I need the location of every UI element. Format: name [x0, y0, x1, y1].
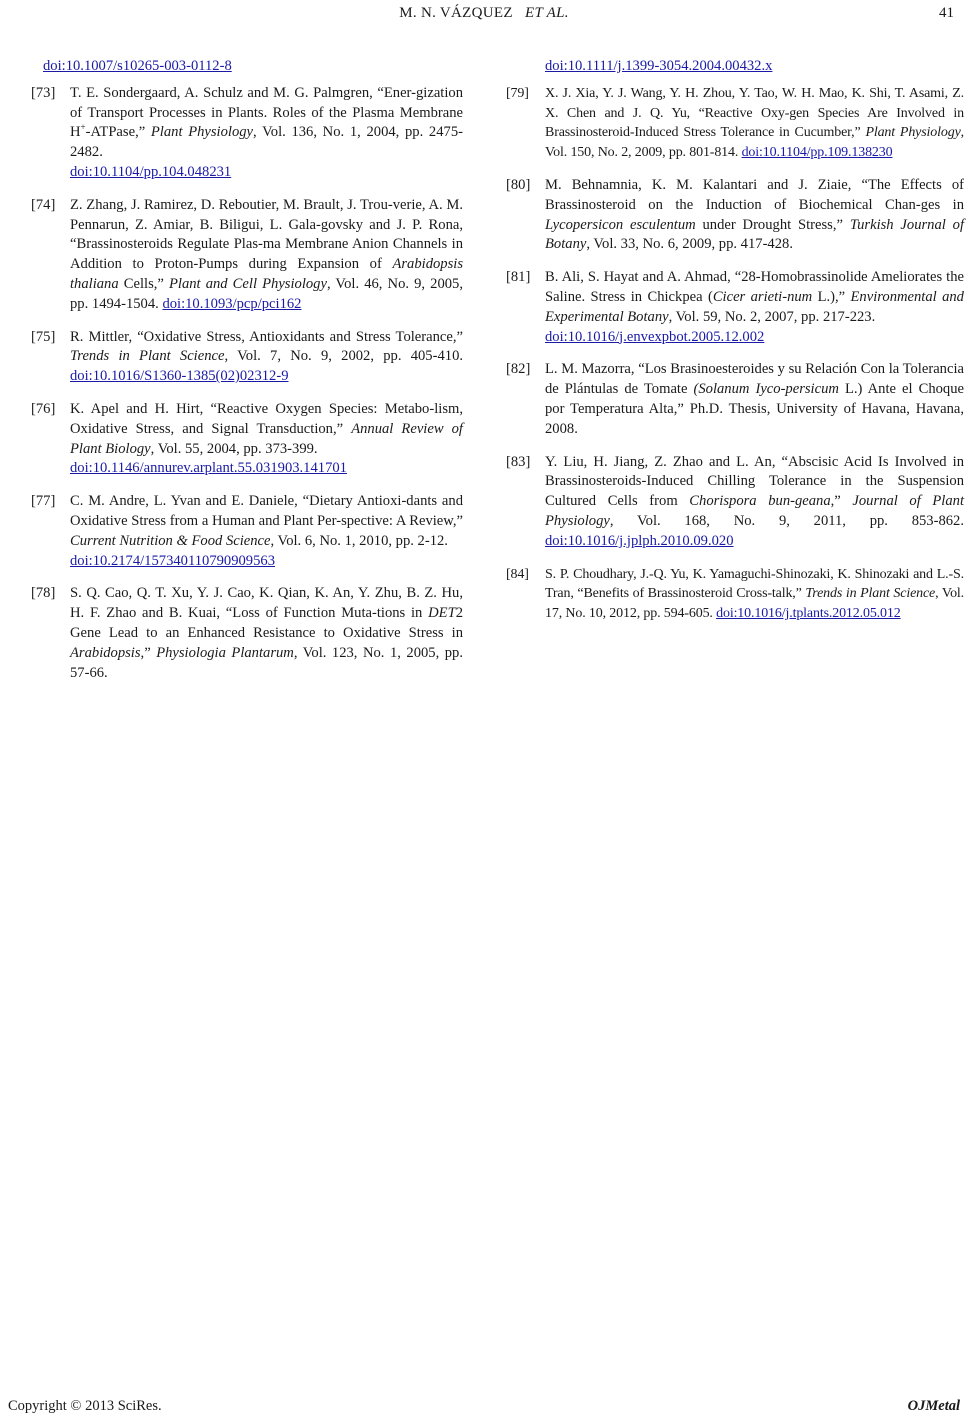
reference-number: [78] [31, 585, 56, 602]
reference-number: [84] [506, 566, 529, 582]
reference-number: [79] [506, 85, 529, 101]
reference-79: [79] X. J. Xia, Y. J. Wang, Y. H. Zhou, Y. Tao, W. H. Mao, K. Shi, T. Asami, Z. X. Chen and J. Q. Yu, “Reactive Oxy-gen Species Are Involved in Brassinosteroid-Induced Stress Tolerance in Cucumber,” Plant Physiology, Vol. 150, No. 2, 2009, pp. 801-814. doi:10.1104/pp.109.138230 [506, 85, 964, 161]
reference-number: [82] [506, 361, 531, 378]
doi-link[interactable]: doi:10.2174/157340110790909563 [70, 552, 275, 569]
reference-number: [76] [31, 400, 56, 417]
reference-80: [80] M. Behnamnia, K. M. Kalantari and J. Ziaie, “The Effects of Brassinosteroid on the Induction of Biochemical Chan-ges in Lycopersicon esculentum under Drought Stress,” Turkish Journal of Botany, Vol. 33, No. 6, 2009, pp. 417-428. [506, 176, 964, 253]
left-column [31, 57, 463, 696]
reference-number: [74] [31, 196, 56, 213]
reference-76: [76] K. Apel and H. Hirt, “Reactive Oxygen Species: Metabo-lism, Oxidative Stress, and Signal Transduction,” Annual Review of Plant Biology, Vol. 55, 2004, pp. 373-399. doi:10.1146/annurev.arplant.55.031903.141701 [31, 400, 463, 477]
running-head-et-al: ET AL. [525, 5, 569, 21]
doi-link[interactable]: doi:10.1016/j.jplph.2010.09.020 [545, 532, 734, 549]
doi-link[interactable]: doi:10.1104/pp.109.138230 [741, 145, 893, 161]
right-column [506, 57, 964, 637]
doi-link[interactable]: doi:10.1093/pcp/pci162 [162, 295, 302, 312]
reference-84: [84] S. P. Choudhary, J.-Q. Yu, K. Yamaguchi-Shinozaki, K. Shinozaki and L.-S. Tran, “Benefits of Brassinosteroid Cross-talk,” Trends in Plant Science, Vol. 17, No. 10, 2012, pp. 594-605. doi:10.1016/j.tplants.2012.05.012 [506, 566, 965, 622]
reference-78: [78] S. Q. Cao, Q. T. Xu, Y. J. Cao, K. Qian, K. An, Y. Zhu, B. Z. Hu, H. F. Zhao and B. Kuai, “Loss of Function Muta-tions in DET2 Gene Lead to an Enhanced Resistance to Oxidative Stress in Arabidopsis,” Physiologia Plantarum, Vol. 123, No. 1, 2005, pp. 57-66. [31, 585, 463, 681]
reference-number: [77] [31, 493, 56, 510]
doi-link[interactable]: doi:10.1016/j.tplants.2012.05.012 [716, 606, 901, 622]
reference-81: [81] B. Ali, S. Hayat and A. Ahmad, “28-Homobrassinolide Ameliorates the Saline. Stress in Chickpea (Cicer arieti-num L.),” Environmental and Experimental Botany, Vol. 59, No. 2, 2007, pp. 217-223. doi:10.1016/j.envexpbot.2005.12.002 [506, 269, 964, 345]
doi-link[interactable]: doi:10.1016/S1360-1385(02)02312-9 [70, 368, 289, 385]
reference-number: [80] [506, 176, 531, 193]
journal-name: OJMetal [907, 1398, 960, 1414]
reference-77: [77] C. M. Andre, L. Yvan and E. Daniele, “Dietary Antioxi-dants and Oxidative Stress from a Human and Plant Per-spective: A Review,” Current Nutrition & Food Science, Vol. 6, No. 1, 2010, pp. 2-12. doi:10.2174/157340110790909563 [31, 493, 463, 569]
continued-doi-link[interactable]: doi:10.1007/s10265-003-0112-8 [43, 58, 232, 74]
doi-link[interactable]: doi:10.1016/j.envexpbot.2005.12.002 [545, 328, 765, 345]
reference-83: [83] Y. Liu, H. Jiang, Z. Zhao and L. An, “Abscisic Acid Is Involved in Brassinosteroids-Induced Chilling Tolerance in the Suspension Cultured Cells from Chorispora bun-geana,” Journal of Plant Physiology, Vol. 168, No. 9, 2011, pp. 853-862. doi:10.1016/j.jplph.2010.09.020 [506, 453, 964, 549]
reference-82: [82] L. M. Mazorra, “Los Brasinoesteroides y su Relación Con la Tolerancia de Plántulas de Tomate (Solanum Iyco-persicum L.) Ante el Choque por Temperatura Alta,” Ph.D. Thesis, University of Havana, Havana, 2008. [506, 361, 964, 437]
copyright-notice: Copyright © 2013 SciRes. [8, 1398, 162, 1414]
reference-73: [73] T. E. Sondergaard, A. Schulz and M. G. Palmgren, “Ener-gization of Transport Processes in Plants. Roles of the Plasma Membrane H+-ATPase,” Plant Physiology, Vol. 136, No. 1, 2004, pp. 2475-2482. doi:10.1104/pp.104.048231 [31, 84, 463, 180]
page-number: 41 [939, 5, 954, 21]
page-footer [0, 1396, 968, 1416]
continued-doi-link[interactable]: doi:10.1111/j.1399-3054.2004.00432.x [545, 58, 773, 74]
reference-74: [74] Z. Zhang, J. Ramirez, D. Reboutier, M. Brault, J. Trou-verie, A. M. Pennarun, Z. Amiar, B. Biligui, L. Gala-govsky and J. P. Rona, “Brassinosteroids Regulate Plas-ma Membrane Anion Channels in Addition to Proton-Pumps during Expansion of Arabidopsis thaliana Cells,” Plant and Cell Physiology, Vol. 46, No. 9, 2005, pp. 1494-1504. doi:10.1093/pcp/pci162 [31, 196, 463, 312]
doi-link[interactable]: doi:10.1146/annurev.arplant.55.031903.141701 [70, 460, 347, 477]
reference-number: [81] [506, 269, 531, 286]
reference-number: [83] [506, 453, 531, 470]
reference-75: [75] R. Mittler, “Oxidative Stress, Antioxidants and Stress Tolerance,” Trends in Plant Science, Vol. 7, No. 9, 2002, pp. 405-410. doi:10.1016/S1360-1385(02)02312-9 [31, 328, 464, 385]
running-head-author: M. N. VÁZQUEZ ET AL. [399, 5, 569, 21]
doi-link[interactable]: doi:10.1104/pp.104.048231 [70, 163, 232, 180]
running-head [0, 3, 968, 23]
reference-number: [75] [31, 328, 56, 345]
reference-number: [73] [31, 84, 56, 101]
